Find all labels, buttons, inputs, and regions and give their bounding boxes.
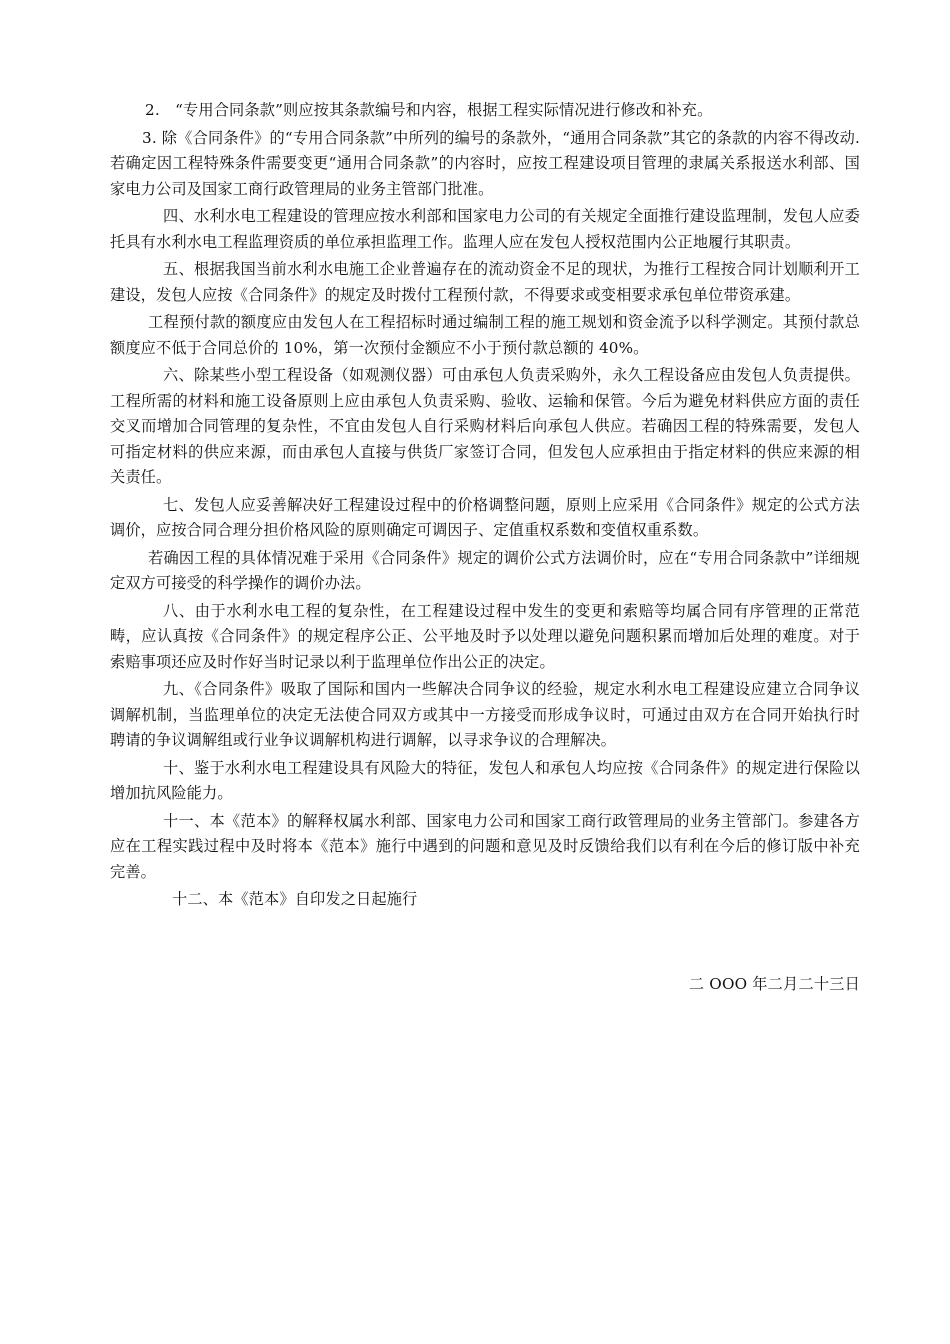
paragraph-clause-3: 3. 除《合同条件》的“专用合同条款”中所列的编号的条款外，“通用合同条款”其它的条款的内容不得改动. 若确定因工程特殊条件需要变更“通用合同条款”的内容时，应按工程建设项目管理的隶属关系报送水利部、国家电力公司及国家工商行政管理局的业务主管部门批准。 — [110, 128, 860, 198]
paragraph-section-12: 十二、本《范本》自印发之日起施行 — [172, 890, 418, 908]
paragraph-section-7: 七、发包人应妥善解决好工程建设过程中的价格调整问题，原则上应采用《合同条件》规定的公式方法调价，应按合同合理分担价格风险的原则确定可调因子、定值重权系数和变值权重系数。 — [110, 495, 860, 539]
paragraph-section-11: 十一、本《范本》的解释权属水利部、国家电力公司和国家工商行政管理局的业务主管部门。参建各方应在工程实践过程中及时将本《范本》施行中遇到的问题和意见及时反馈给我们以有利在今后的修订版中补充完善。 — [110, 811, 860, 881]
paragraph-section-5: 五、根据我国当前水利水电施工企业普遍存在的流动资金不足的现状，为推行工程按合同计划顺利开工建设，发包人应按《合同条件》的规定及时拨付工程预付款，不得要求或变相要求承包单位带资承建。 — [110, 260, 860, 304]
paragraph-section-8: 八、由于水利水电工程的复杂性，在工程建设过程中发生的变更和索赔等均属合同有序管理的正常范畴，应认真按《合同条件》的规定程序公正、公平地及时予以处理以避免问题积累而增加后处理的难度。对于索赔事项还应及时作好当时记录以利于监理单位作出公正的决定。 — [110, 601, 860, 671]
paragraph-section-9: 九、《合同条件》吸取了国际和国内一些解决合同争议的经验，规定水利水电工程建设应建立合同争议调解机制，当监理单位的决定无法使合同双方或其中一方接受而形成争议时，可通过由双方在合同开始执行时聘请的争议调解组或行业争议调解机构进行调解，以寻求争议的合理解决。 — [110, 680, 860, 749]
paragraph-clause-2: 2. “专用合同条款”则应按其条款编号和内容，根据工程实际情况进行修改和补充。 — [145, 101, 713, 119]
document-date: 二 OOO 年二月二十三日 — [688, 975, 860, 993]
document-body — [110, 98, 860, 915]
paragraph-price-adjustment: 若确因工程的具体情况难于采用《合同条件》规定的调价公式方法调价时，应在“专用合同条款中”详细规定双方可接受的科学操作的调价办法。 — [110, 548, 860, 592]
paragraph-section-4: 四、水利水电工程建设的管理应按水利部和国家电力公司的有关规定全面推行建设监理制，发包人应委托具有水利水电工程监理资质的单位承担监理工作。监理人应在发包人授权范围内公正地履行其职责。 — [110, 207, 860, 251]
paragraph-section-6: 六、除某些小型工程设备（如观测仪器）可由承包人负责采购外，永久工程设备应由发包人负责提供。工程所需的材料和施工设备原则上应由承包人负责采购、验收、运输和保管。今后为避免材料供应方面的责任交叉而增加合同管理的复杂性，不宜由发包人自行采购材料后向承包人供应。若确因工程的特殊需要，发包人可指定材料的供应来源，而由承包人直接与供货厂家签订合同，但发包人应承担由于指定材料的供应来源的相关责任。 — [110, 366, 860, 486]
paragraph-advance-payment: 工程预付款的额度应由发包人在工程招标时通过编制工程的施工规划和资金流予以科学测定。其预付款总额度应不低于合同总价的 10%，第一次预付金额应不小于预付款总额的 40%。 — [110, 313, 860, 357]
paragraph-section-10: 十、鉴于水利水电工程建设具有风险大的特征，发包人和承包人均应按《合同条件》的规定进行保险以增加抗风险能力。 — [110, 758, 860, 802]
